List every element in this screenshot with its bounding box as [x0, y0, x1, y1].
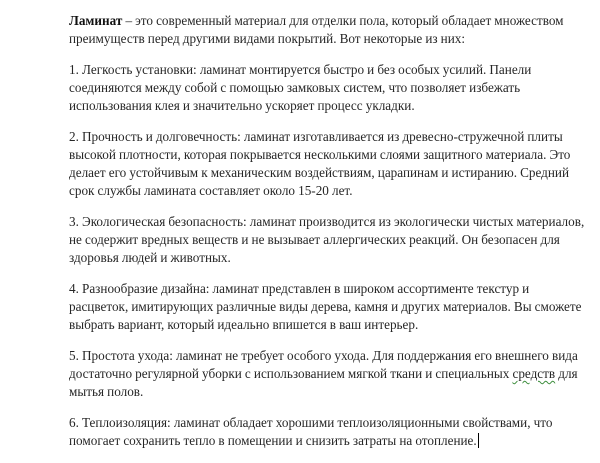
intro-bold-term: Ламинат	[69, 13, 123, 28]
document-body[interactable]	[69, 12, 591, 463]
intro-paragraph	[69, 12, 591, 48]
care-text-start: 5. Простота ухода: ламинат не требует особого ухода. Для поддержания его внешнего вида достаточно регулярной уборки с использованием мягкой ткани и специальных	[69, 348, 578, 381]
list-item-ecology: 3. Экологическая безопасность: ламинат производится из экологически чистых материалов, не содержит вредных веществ и не вызывает аллергических реакций. Он безопасен для здоровья людей и животных.	[69, 214, 585, 265]
spellcheck-underlined-word: средств	[512, 366, 556, 381]
list-item-durability: 2. Прочность и долговечность: ламинат изготавливается из древесно-стружечной плиты высокой плотности, которая покрывается несколькими слоями защитного материала. Это делает его устойчивым к механическим воздействиям, царапинам и истиранию. Средний срок службы ламината составляет около 15-20 лет.	[69, 129, 571, 198]
list-item-insulation	[69, 414, 591, 450]
text-cursor	[478, 433, 480, 448]
intro-text: – это современный материал для отделки пола, который обладает множеством преимуществ перед другими видами покрытий. Вот некоторые из них:	[69, 13, 564, 46]
list-item-design: 4. Разнообразие дизайна: ламинат представлен в широком ассортименте текстур и расцветок, имитирующих различные виды дерева, камня и других материалов. Вы сможете выбрать вариант, который идеально впишется в ваш интерьер.	[69, 281, 582, 332]
list-item-care	[69, 347, 591, 401]
care-text-end: для мытья полов.	[69, 366, 578, 399]
insulation-text: 6. Теплоизоляция: ламинат обладает хорошими теплоизоляционными свойствами, что помогает сохранить тепло в помещении и снизить затраты на отопление.	[69, 415, 553, 448]
list-item-installation: 1. Легкость установки: ламинат монтируется быстро и без особых усилий. Панели соединяются между собой с помощью замковых систем, что позволяет избежать использования клея и значительно ускоряет процесс укладки.	[69, 62, 532, 113]
